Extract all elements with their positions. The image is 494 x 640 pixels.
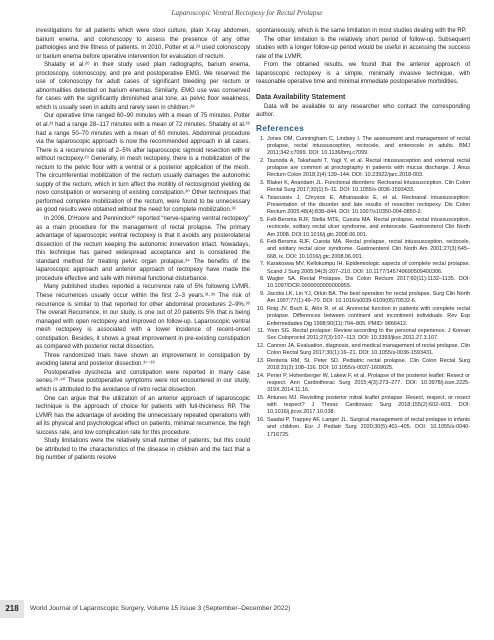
reference-item: 16. Saadai P, Trappey AF, Langer JL. Surgical management of rectal prolapse in infants and children. Eur J Pediatr Surg 2020;30(5):401–405. DOI: 10.1055/s-0040-1716725. <box>266 417 470 439</box>
page-number: 218 <box>0 600 24 618</box>
body-paragraph: Study limitations were the relatively small number of patients, but this could be attributed to the characteristics of the disease in children and the fact that a big number of patients resolve <box>36 438 250 462</box>
reference-item: 11. Yoon SG. Rectal prolapse: Review according to the personal experience. J Korean Soc Coloproctol 2011;27(3):107–113. DOI: 10.3393/jksc.2011.27.3.107. <box>266 328 470 342</box>
right-column <box>256 27 470 439</box>
page-footer <box>0 600 494 618</box>
reference-item: 15. Antunes MJ. Revisiting posterior mitral leaflet prolapse: Resect, respect, or resect with respect? J Thorac Cardiovasc Surg 2018;155(2):602–603. DOI: 10.1016/j.jtcvs.2017.10.038. <box>266 395 470 417</box>
body-paragraph: The other limitation is the relatively short period of follow-up. Subsequent studies with a longer follow-up period would be useful in accessing the success rate of the LVMR. <box>256 36 470 60</box>
body-paragraph: investigations for all patients which were stool culture, plain X-ray abdomen, barium enema, and colonoscopy to assess the presence of any other pathologies and the fitness of patients. In 2010, Potter et al.²³ used colonoscopy or barium enema before operative intervention for evaluation of rectum. <box>36 28 250 60</box>
reference-list <box>256 136 470 439</box>
body-paragraph: In 2006, D'Hoore and Penninckx³⁰ reported “nerve-sparing ventral rectopexy” as a main procedure for the management of rectal prolapse. The primary advantage of laparoscopic ventral rectopexy is that it avoids any posterolateral dissection of the rectum keeping the autonomic innervation intact. Nowadays, this technique has gained widespread acceptance and is considered the standard method for treating pelvic organ prolapse.³⁴ The benefits of the laparoscopic approach and anterior approach of rectopexy have made the procedure effective and safe with minimal functional disturbance. <box>36 216 250 282</box>
left-column <box>36 27 250 463</box>
body-paragraph: Three randomized trials have shown an improvement in constipation by avoiding lateral and posterior dissection.³⁷⁻³⁹ <box>36 352 250 368</box>
reference-item: 9. Jacobs LK, Lin YJ, Orkin BA. The best operation for rectal prolapse. Surg Clin North Am 1997;77(1):49–70. DOI: 10.1016/s0039-6109(05)70532-6. <box>266 291 470 305</box>
body-paragraph: spontaneously, which is the same limitation in most studies dealing with the RP. <box>256 28 467 34</box>
body-paragraph: Shalaby et al.²⁶ in their study used plain radiographs, barium enema, proctoscopy, colonoscopy, and pre and postoperative EMG. We reserved the use of colonoscopy for adult cases of significant bleeding per rectum or abnormalities detected on barium enemas. Similarly, EMG use was conserved for cases with the significantly diminished anal tone, as pelvic floor weakness, which is usually seen in adults and rarely seen in children.²⁸ <box>36 62 250 111</box>
reference-item: 10. Roig JV, Buch E, Alós R, et al. Anorectal function in patients with complete rectal prolapse. Differences between continent and incontinent individuals. Rev Esp Enfermedades Dig 1998;90(11):794–805. PMID: 9866412. <box>266 306 470 328</box>
data-availability-text: Data will be available to any researcher who contact the corresponding author. <box>256 103 470 119</box>
references-heading: References <box>256 123 305 133</box>
running-header: Laparoscopic Ventral Rectopexy for Rectal Prolapse <box>171 9 323 17</box>
reference-item: 14. Perier P, Hohenberger W, Lakew F, et al. Prolapse of the posterior leaflet: Resect or respect. Ann Cardiothorac Surg 2015;4(3):273–277. DOI: 10.3978/j.issn.2225-319X.2014.11.16. <box>266 373 470 395</box>
reference-item: 2. Tsunoda A, Takahashi T, Yagi Y, et al. Rectal intussusception and external rectal prolapse are common at proctography in patients with mucus discharge. J Anus Rectum Colon 2018;2(4):139–144. DOI: 10.23922/jarc.2018-003. <box>266 158 470 180</box>
reference-item: 6. Felt-Bersma RJF, Cuesta MA. Rectal prolapse, rectal intussusception, rectocele, and solitary rectal ulcer syndrome. Gastroenterol Clin North Am 2001;27(3):645–668, ix. DOI: 10.1016/j.gtc.2008.06.001. <box>266 239 470 261</box>
reference-item: 8. Wagler SA. Rectal Prolapse. Dis Colon Rectum 2017;60(11):1132–1135. DOI: 10.1097/DCR.0000000000000955. <box>266 276 470 290</box>
reference-item: 4. Tsiaoussis J, Chrysos E, Athanasakis E, et al. Rectoanal intussusception: Presentation of the disorder and late results of resection rectopexy. Dis Colon Rectum 2005;48(4):838–844. DOI: 10.1007/s10350-004-0850-2. <box>266 195 470 217</box>
body-paragraph: Postoperative dyschezia and constipation were reported in many case series.²⁹·⁴⁰ These postoperative symptoms were not encountered in our study, which is attributed to the avoidance of retro rectal dissection. <box>36 369 250 393</box>
body-paragraph: Many published studies reported a recurrence rate of 5% following LVMR. These recurrences usually occur within the first 2–3 years.³¹·³⁵ The risk of recurrence is similar to that reported for other abdominal procedures 2–9%.³⁶ The overall Recurrence, in our study, is one out of 20 patients 5% that is being managed with open rectopexy and improved on follow-up. Laparoscopic ventral mesh rectopexy is associated with a lower incidence of recent-onset constipation. Besides, it shows a great improvement in pre-existing constipation as compared with posterior rectal dissection. <box>36 284 250 351</box>
body-paragraph: One can argue that the utilization of an anterior approach of laparoscopic technique is the approach of choice for patients with full-thickness RP. The LVMR has the advantage of avoiding the unnecessary repeated operations with all its physical and psychological effect on patients, minimal recurrence, the high success rate, and low complication rate for this procedure. <box>36 395 250 436</box>
body-paragraph: Our operative time ranged 60–90 minutes with a mean of 75 minutes. Potter et al.²³ had a range 28–117 minutes with a mean of 72 minutes. Shalaby et al.²⁶ had a range 50–70 minutes with a mean of 60 minutes. Abdominal procedure via the laparoscopic approach is now the recommended approach in all cases. There is a recurrence rate of 2–5% after laparoscopic sigmoid resection with or without rectopexy.²⁹ Generally, in mesh rectopexy, there is a mobilization of the rectum to the pelvic floor with a ventral or a posterior application of the mesh. The circumferential mobilization of the rectum usually damages the autonomic supply of the rectum, which in turn affect the motility of rectosigmoid yielding de novo constipation or worsening of existing constipation.³⁰ Other techniques that performed complete mobilization of the rectum, were found to be unnecessary as good results were obtained without the need for complete mobilization.³³ <box>36 113 250 214</box>
reference-item: 5. Felt-Bersma RJF, Stella MTE, Cuesta MA. Rectal prolapse, rectal intussusception, rectocele, solitary rectal ulcer syndrome, and enterocele. Gastroenterol Clin North Am 2008. DOI:10.1016/j.gtc.2008.06.001. <box>266 217 470 239</box>
reference-item: 12. Cannon JA. Evaluation, diagnosis, and medical management of rectal prolapse. Clin Colon Rectal Surg 2017;30(1):16–21. DOI: 10.1055/s-0036-1593431. <box>266 343 470 357</box>
journal-citation: World Journal of Laparoscopic Surgery, Volume 15 Issue 3 (September–December 2022) <box>30 605 291 612</box>
body-paragraph: From the obtained results, we found that the anterior approach of laparoscopic rectopexy is a simple, minimally invasive technique, with reasonable operative time and minimal immediate postoperative morbidities. <box>256 62 470 86</box>
reference-item: 1. Jones OM, Cunningham C, Lindsey I. The assessment and management of rectal prolapse, rectal intussusception, rectocele, and enterocele in adults. BMJ 2011;342:c7099. DOI: 10.1136/bmj.c7099. <box>266 136 470 158</box>
reference-item: 13. Renteria RM, St. Peter SD. Pediatric rectal prolapse. Clin Colon Rectal Surg 2018;31(2):108–116. DOI: 10.1055/s-0037-1609025. <box>266 358 470 372</box>
data-availability-heading: Data Availability Statement <box>256 93 346 101</box>
reference-item: 7. Karakoswa MV, Kellokumpu IH. Epidemiologic aspects of complete rectal prolapse. Scand J Surg 2005;94(3):207–210. DOI: 10.1177/145749690509400306. <box>266 261 470 275</box>
reference-item: 3. Blaker K, Anandam JL. Functional disorders: Rectoanal Intussusception. Clin Colon Rectal Surg 2017;30(1):5–11. DOI: 10.1055/s-0036-1593433. <box>266 180 470 194</box>
